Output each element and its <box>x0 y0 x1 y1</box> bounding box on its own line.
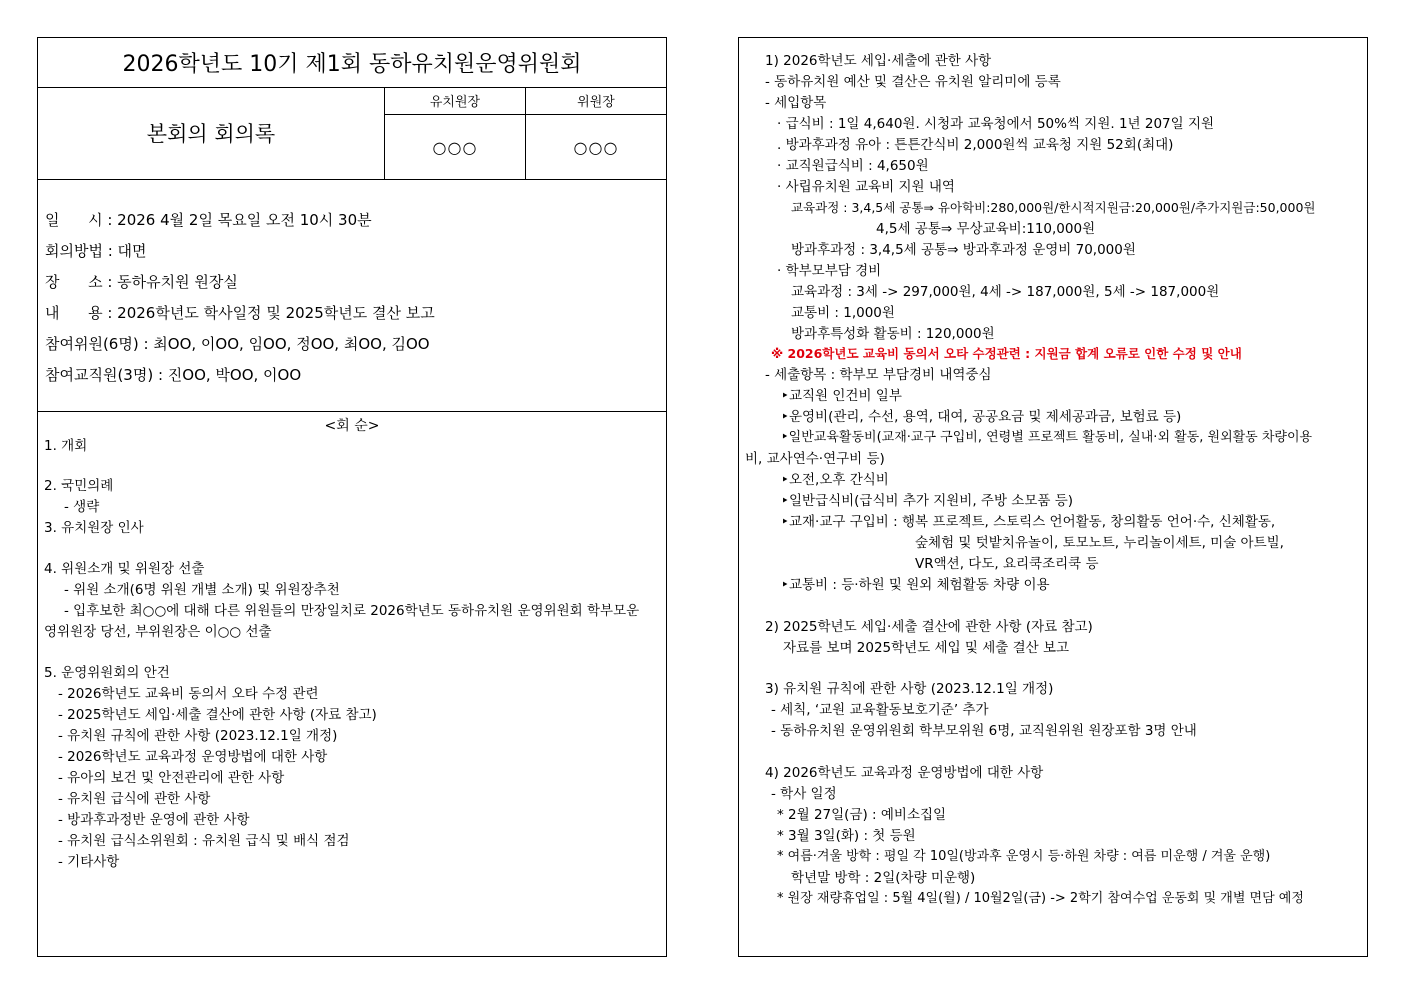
right-page <box>738 37 1368 957</box>
agenda-line: 2. 국민의례 <box>44 478 114 494</box>
agenda-line: - 유아의 보건 및 안전관리에 관한 사항 <box>58 770 285 786</box>
content-line: - 세출항목 : 학부모 부담경비 내역중심 <box>765 367 992 383</box>
agenda-line: 4. 위원소개 및 위원장 선출 <box>44 561 205 577</box>
content-line: ‣교직원 인건비 일부 <box>781 388 902 404</box>
content-line: - 학사 일정 <box>771 786 837 802</box>
content-line: 4,5세 공통⇒ 무상교육비:110,000원 <box>876 221 1096 237</box>
content-line: 교육과정 : 3세 -> 297,000원, 4세 -> 187,000원, 5세 -> 187,000원 <box>791 284 1220 300</box>
content-line: ‣운영비(관리, 수선, 용역, 대여, 공공요금 및 제세공과금, 보험료 등) <box>781 409 1182 425</box>
content-line: * 여름·겨울 방학 : 평일 각 10일(방과후 운영시 등·하원 차량 : 여름 미운행 / 겨울 운행) <box>777 849 1271 864</box>
agenda-line: - 유치원 규칙에 관한 사항 (2023.12.1일 개정) <box>58 728 338 744</box>
agenda-line: 3. 유치원장 인사 <box>44 520 144 536</box>
content-line: 교통비 : 1,000원 <box>791 305 895 321</box>
chair-heading: 위원장 <box>526 87 666 115</box>
agenda-line: - 입후보한 최○○에 대해 다른 위원들의 만장일치로 2026학년도 동하유치원 운영위원회 학부모운 <box>64 603 640 619</box>
section-heading: 4) 2026학년도 교육과정 운영방법에 대한 사항 <box>765 765 1044 781</box>
agenda-line: 영위원장 당선, 부위원장은 이○○ 선출 <box>44 624 272 640</box>
section-heading: 2) 2025학년도 세입·세출 결산에 관한 사항 (자료 참고) <box>765 619 1093 635</box>
content-line: * 3월 3일(화) : 첫 등원 <box>777 828 916 844</box>
content-line: 교육과정 : 3,4,5세 공통⇒ 유아학비:280,000원/한시적지원금:20,000원/추가지원금:50,000원 <box>791 200 1316 215</box>
content-line: * 원장 재량휴업일 : 5월 4일(월) / 10월2일(금) -> 2학기 참여수업 운동회 및 개별 면담 예정 <box>777 891 1304 906</box>
content-line: 비, 교사연수·연구비 등) <box>745 451 885 467</box>
content-line: ‣일반급식비(급식비 추가 지원비, 주방 소모품 등) <box>781 493 1074 509</box>
content-line: . 방과후과정 유아 : 튼튼간식비 2,000원씩 교육청 지원 52회(최대) <box>777 137 1174 153</box>
content-line: * 2월 27일(금) : 예비소집일 <box>777 807 947 823</box>
info-method: 회의방법 : 대면 <box>45 242 147 260</box>
info-members: 참여위원(6명) : 최OO, 이OO, 임OO, 정OO, 최OO, 김OO <box>45 335 430 353</box>
content-line: ‣교통비 : 등·하원 및 원외 체험활동 차량 이용 <box>781 577 1050 593</box>
content-line: - 동하유치원 운영위원회 학부모위원 6명, 교직원위원 원장포함 3명 안내 <box>771 723 1197 739</box>
info-datetime: 일 시 : 2026 4월 2일 목요일 오전 10시 30분 <box>45 211 372 229</box>
content-line: 학년말 방학 : 2일(차량 미운행) <box>791 870 976 886</box>
info-place: 장 소 : 동하유치원 원장실 <box>45 273 238 291</box>
meeting-title: 2026학년도 10기 제1회 동하유치원운영위원회 <box>38 38 666 88</box>
content-line: ‣교재·교구 구입비 : 행복 프로젝트, 스토릭스 언어활동, 창의활동 언어·수, 신체활동, <box>781 514 1276 530</box>
left-page <box>37 37 667 957</box>
agenda-line: - 생략 <box>64 499 100 515</box>
agenda-line: - 유치원 급식소위원회 : 유치원 급식 및 배식 점검 <box>58 833 350 849</box>
agenda-line: 5. 운영위원회의 안건 <box>44 665 170 681</box>
info-staff: 참여교직원(3명) : 진OO, 박OO, 이OO <box>45 366 302 384</box>
agenda-line: 1. 개회 <box>44 438 88 454</box>
content-line: 방과후특성화 활동비 : 120,000원 <box>791 326 995 342</box>
chair-signature: ○○○ <box>573 137 619 157</box>
content-line: - 세칙, ‘교원 교육활동보호기준’ 추가 <box>771 702 989 718</box>
minutes-label: 본회의 회의록 <box>38 87 385 179</box>
agenda-line: - 2026학년도 교육비 동의서 오타 수정 관련 <box>58 686 319 702</box>
agenda-line: - 위원 소개(6명 위원 개별 소개) 및 위원장추천 <box>64 582 340 598</box>
correction-notice: ※ 2026학년도 교육비 동의서 오타 수정관련 : 지원금 합계 오류로 인한 수정 및 안내 <box>771 346 1242 361</box>
content-line: · 학부모부담 경비 <box>777 263 882 279</box>
agenda-line: - 2026학년도 교육과정 운영방법에 대한 사항 <box>58 749 328 765</box>
info-content: 내 용 : 2026학년도 학사일정 및 2025학년도 결산 보고 <box>45 304 435 322</box>
content-line: ‣오전,오후 간식비 <box>781 472 889 488</box>
principal-signature-cell <box>385 87 526 179</box>
agenda-line: - 방과후과정반 운영에 관한 사항 <box>58 812 250 828</box>
content-line: - 세입항목 <box>765 95 827 111</box>
minutes-header <box>38 87 666 180</box>
content-line: ‣일반교육활동비(교재·교구 구입비, 연령별 프로젝트 활동비, 실내·외 활동, 원외활동 차량이용 <box>781 430 1313 445</box>
section-heading: 3) 유치원 규칙에 관한 사항 (2023.12.1일 개정) <box>765 681 1054 697</box>
content-line: 자료를 보며 2025학년도 세입 및 세출 결산 보고 <box>783 640 1070 656</box>
content-line: · 교직원급식비 : 4,650원 <box>777 158 929 174</box>
meeting-info <box>38 179 666 412</box>
agenda-heading: <회 순> <box>324 418 380 434</box>
principal-heading: 유치원장 <box>385 87 525 115</box>
content-line: · 급식비 : 1일 4,640원. 시청과 교육청에서 50%씩 지원. 1년 207일 지원 <box>777 116 1215 132</box>
agenda-line: - 2025학년도 세입·세출 결산에 관한 사항 (자료 참고) <box>58 707 377 723</box>
principal-signature: ○○○ <box>432 137 478 157</box>
content-line: 방과후과정 : 3,4,5세 공통⇒ 방과후과정 운영비 70,000원 <box>791 242 1136 258</box>
agenda-line: - 기타사항 <box>58 854 120 870</box>
content-line: 숲체험 및 텃밭치유놀이, 토모노트, 누리놀이세트, 미술 아트빌, <box>915 535 1284 551</box>
content-line: · 사립유치원 교육비 지원 내역 <box>777 179 955 195</box>
content-line: VR액션, 다도, 요리쿡조리쿡 등 <box>915 556 1099 572</box>
chair-signature-cell <box>526 87 666 179</box>
section-heading: 1) 2026학년도 세입·세출에 관한 사항 <box>765 53 992 69</box>
content-line: - 동하유치원 예산 및 결산은 유치원 알리미에 등록 <box>765 74 1061 90</box>
agenda-line: - 유치원 급식에 관한 사항 <box>58 791 211 807</box>
